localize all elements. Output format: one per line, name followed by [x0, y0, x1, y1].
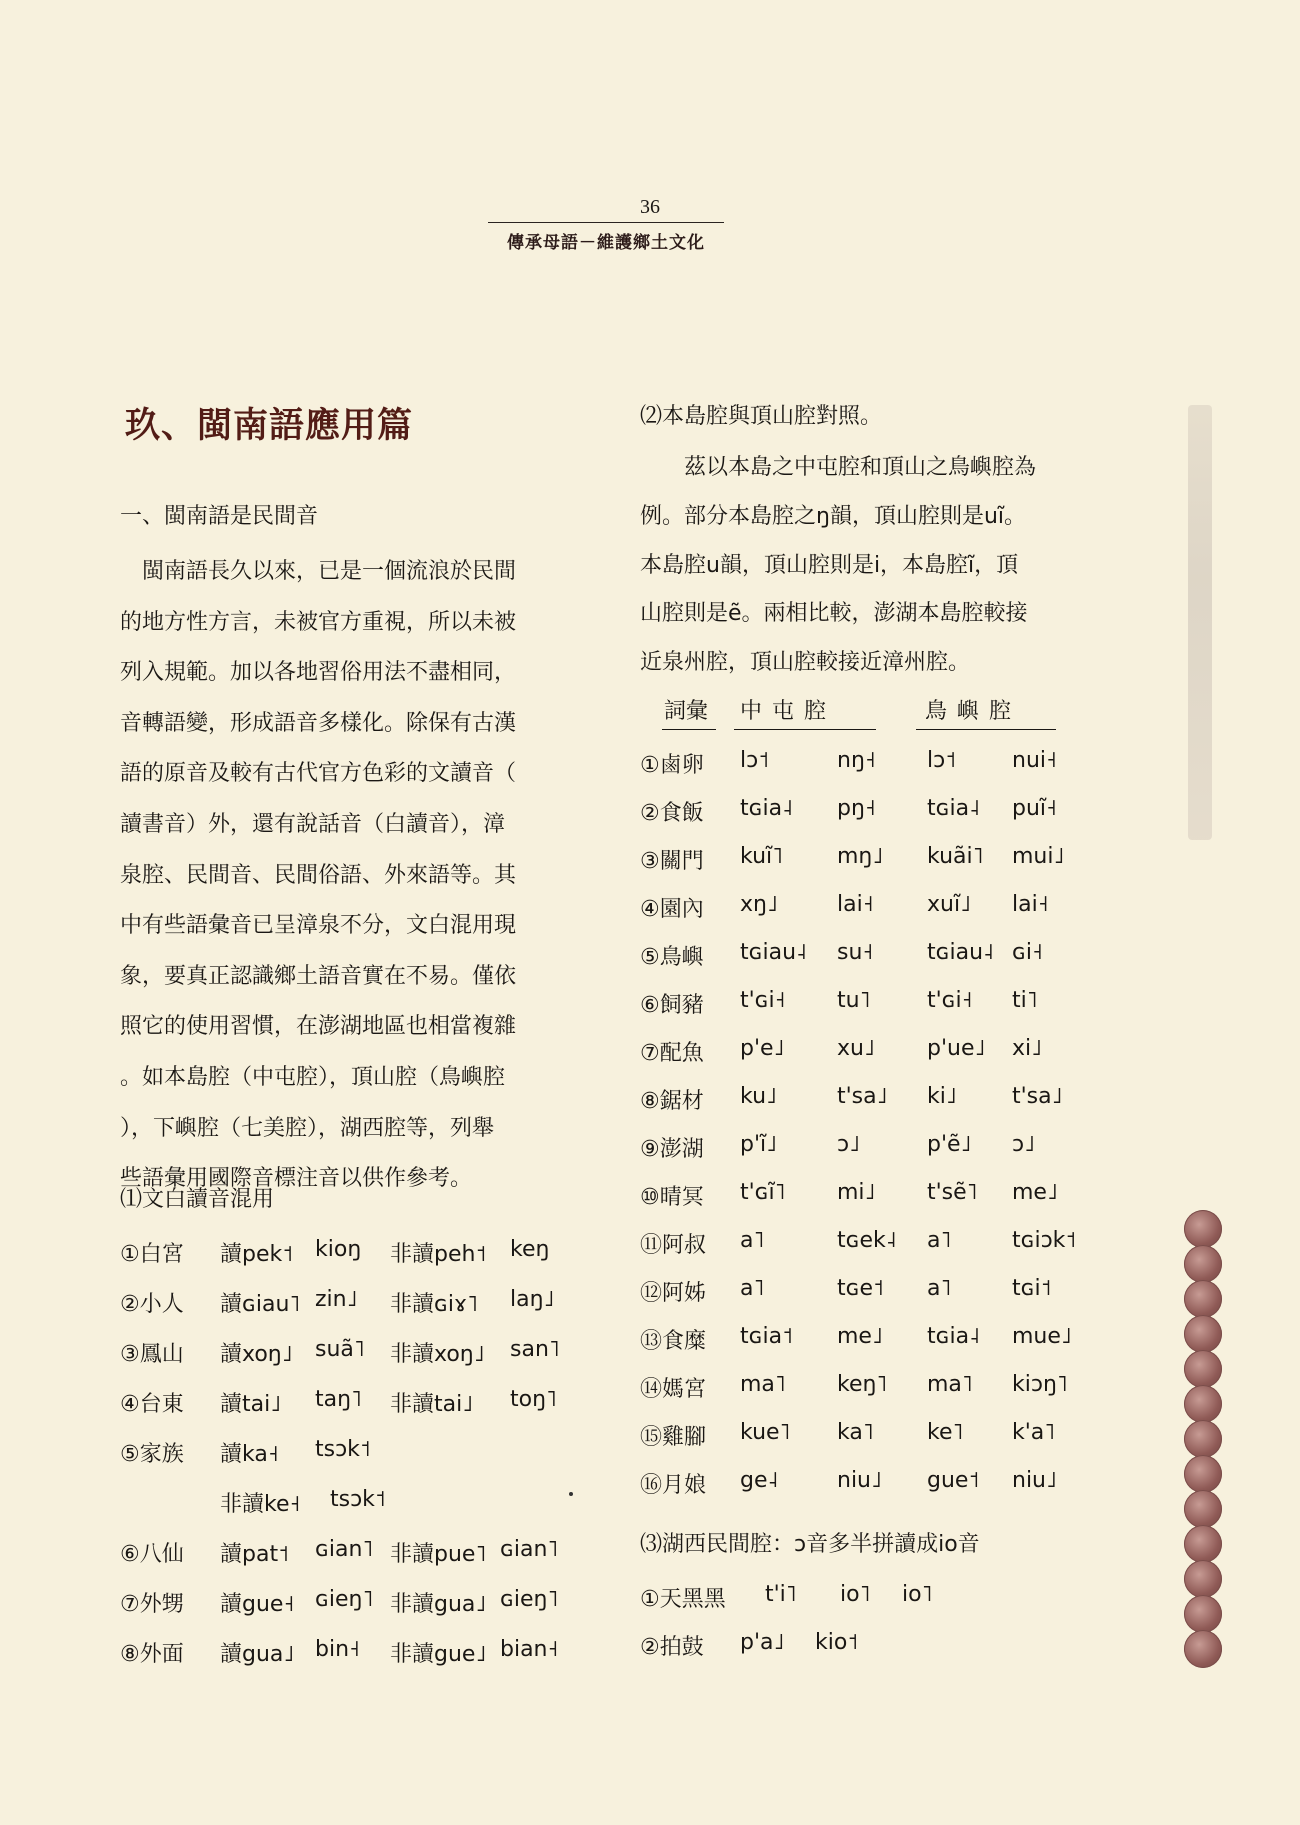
item-reading: san˥ — [510, 1337, 560, 1362]
medallion-ornament — [1184, 1560, 1222, 1598]
row-reading: tɢia˨ — [740, 796, 793, 821]
row-reading: t'sa˩ — [837, 1084, 888, 1109]
row-word: ⑨澎湖 — [640, 1137, 704, 1162]
item-word: ⑥八仙 — [120, 1542, 184, 1567]
medallion-ornament — [1184, 1210, 1222, 1248]
row-reading: ɔ˩ — [837, 1132, 860, 1157]
table-row — [640, 1372, 1080, 1404]
row-reading: tɢiau˨ — [740, 940, 807, 965]
row-reading: mi˩ — [837, 1180, 876, 1205]
row-word: ⑯月娘 — [640, 1473, 707, 1498]
row-reading: ku˩ — [740, 1084, 777, 1109]
paragraph-line: 中有些語彙音已呈漳泉不分，文白混用現 — [120, 913, 517, 939]
row-word: ⑦配魚 — [640, 1041, 704, 1066]
item-reading: suã˥ — [315, 1337, 365, 1362]
medallion-ornament — [1184, 1630, 1222, 1668]
list-item — [120, 1587, 580, 1619]
row-reading: mŋ˩ — [837, 844, 884, 869]
section-heading: 一、閩南語是民間音 — [120, 504, 319, 529]
row-reading: k'a˥ — [1012, 1420, 1056, 1445]
row-reading: lai˧ — [1012, 892, 1049, 917]
row-word: ①鹵卵 — [640, 753, 704, 778]
medallion-ornament — [1184, 1525, 1222, 1563]
table-row — [640, 796, 1080, 828]
item-reading: zin˩ — [315, 1287, 358, 1312]
paragraph-line: 象，要真正認識鄉土語音實在不易。僅依 — [120, 963, 517, 989]
paragraph-line: 例。部分本島腔之ŋ韻，頂山腔則是uĩ。 — [640, 503, 1027, 529]
table-row — [640, 1324, 1080, 1356]
item-reading: t'i˥ — [765, 1582, 797, 1607]
row-reading: kiɔŋ˥ — [1012, 1372, 1068, 1397]
paragraph-line: 列入規範。加以各地習俗用法不盡相同， — [120, 660, 517, 686]
left-paragraph — [120, 547, 560, 1205]
item-word: ⑤家族 — [120, 1442, 184, 1467]
item-reading: 非讀gue˩ — [390, 1642, 487, 1667]
list-item — [120, 1287, 580, 1319]
row-word: ④園內 — [640, 897, 704, 922]
row-reading: tɢiɔk˦ — [1012, 1228, 1077, 1253]
row-reading: ge˨ — [740, 1468, 779, 1493]
item-reading: 讀gua˩ — [220, 1642, 295, 1667]
medallion-ornament — [1184, 1350, 1222, 1388]
item-word: ①天黑黑 — [640, 1587, 726, 1612]
item-reading: 讀pat˦ — [220, 1542, 289, 1567]
row-reading: t'ɢĩ˥ — [740, 1180, 786, 1205]
table-row — [640, 1084, 1080, 1116]
row-word: ⑫阿姊 — [640, 1281, 707, 1306]
item-reading: ɢieŋ˥ — [315, 1587, 374, 1612]
row-reading: ma˥ — [740, 1372, 786, 1397]
paragraph-line: 山腔則是ẽ。兩相比較，澎湖本島腔較接 — [640, 601, 1028, 627]
row-reading: a˥ — [740, 1228, 765, 1253]
row-reading: niu˩ — [837, 1468, 882, 1493]
paragraph-line: 照它的使用習慣，在澎湖地區也相當複雜 — [120, 1014, 517, 1040]
row-word: ⑪阿叔 — [640, 1233, 707, 1258]
item-reading: keŋ — [510, 1237, 550, 1262]
item-reading: ɢieŋ˥ — [500, 1587, 559, 1612]
row-reading: me˩ — [837, 1324, 883, 1349]
item-reading: tsɔk˦ — [315, 1437, 371, 1462]
list-item — [120, 1537, 580, 1569]
list-item — [120, 1487, 580, 1519]
row-reading: t'sẽ˥ — [927, 1180, 978, 1205]
row-reading: p'ue˩ — [927, 1036, 986, 1061]
item-reading: 讀pek˦ — [220, 1242, 294, 1267]
row-word: ⑬食糜 — [640, 1329, 707, 1354]
row-word: ⑮雞腳 — [640, 1425, 707, 1450]
paragraph-line: 音轉語變，形成語音多樣化。除保有古漢 — [120, 710, 517, 736]
table-row — [640, 1468, 1080, 1500]
item-reading: 非讀xoŋ˩ — [390, 1342, 485, 1367]
item-reading: 讀tai˩ — [220, 1392, 282, 1417]
row-reading: gue˦ — [927, 1468, 980, 1493]
row-reading: xu˩ — [837, 1036, 875, 1061]
row-reading: kue˥ — [740, 1420, 791, 1445]
paragraph-line: 些語彙用國際音標注音以供作參考。 — [120, 1166, 473, 1192]
row-reading: tɢi˦ — [1012, 1276, 1052, 1301]
row-reading: xŋ˩ — [740, 892, 778, 917]
list-item — [120, 1337, 580, 1369]
row-reading: a˥ — [927, 1276, 952, 1301]
stray-dot — [569, 1492, 573, 1496]
item-reading: 讀xoŋ˩ — [220, 1342, 293, 1367]
header-rule — [488, 222, 724, 223]
table-row — [640, 988, 1080, 1020]
item-word: ②小人 — [120, 1292, 184, 1317]
row-word: ⑤鳥嶼 — [640, 945, 704, 970]
table-row — [640, 1132, 1080, 1164]
row-reading: kuãi˥ — [927, 844, 984, 869]
row-reading: t'ɢi˧ — [740, 988, 786, 1013]
row-reading: a˥ — [740, 1276, 765, 1301]
row-reading: nui˧ — [1012, 748, 1057, 773]
medallion-ornament — [1184, 1420, 1222, 1458]
item-reading: bin˧ — [315, 1637, 360, 1662]
row-reading: tu˥ — [837, 988, 871, 1013]
item-word: ⑦外甥 — [120, 1592, 184, 1617]
table-row — [640, 940, 1080, 972]
item-word: ③鳳山 — [120, 1342, 184, 1367]
item-reading: 讀gue˧ — [220, 1592, 295, 1617]
paragraph-line: 泉腔、民間音、民間俗語、外來語等。其 — [120, 862, 517, 888]
list-item — [120, 1437, 580, 1469]
item-reading: tsɔk˦ — [330, 1487, 386, 1512]
header-underline — [734, 729, 876, 730]
item-reading: ɢian˥ — [500, 1537, 559, 1562]
table-row — [640, 892, 1080, 924]
row-reading: t'sa˩ — [1012, 1084, 1063, 1109]
item-reading: 非讀ke˧ — [220, 1492, 301, 1517]
item-reading: kioŋ — [315, 1237, 362, 1262]
row-reading: lai˧ — [837, 892, 874, 917]
medallion-ornament — [1184, 1595, 1222, 1633]
row-word: ②食飯 — [640, 801, 704, 826]
row-reading: p'e˩ — [740, 1036, 785, 1061]
table-row — [640, 748, 1080, 780]
medallion-ornament — [1184, 1385, 1222, 1423]
right-paragraph — [640, 444, 1090, 688]
row-reading: ma˥ — [927, 1372, 973, 1397]
item-reading: 非讀tai˩ — [390, 1392, 474, 1417]
row-reading: xuĩ˩ — [927, 892, 971, 917]
table-header-vocab: 詞彙 — [664, 699, 709, 724]
header-underline — [662, 729, 716, 730]
paragraph-line: 閩南語長久以來，已是一個流浪於民間 — [120, 559, 517, 584]
row-reading: tɢek˨ — [837, 1228, 897, 1253]
item-reading: kio˦ — [815, 1630, 859, 1655]
subheading-comparison: ⑵本島腔與頂山腔對照。 — [640, 404, 883, 429]
table-row — [640, 1180, 1080, 1212]
row-reading: me˩ — [1012, 1180, 1058, 1205]
row-reading: ɔ˩ — [1012, 1132, 1035, 1157]
table-row — [640, 1036, 1080, 1068]
row-reading: mui˩ — [1012, 844, 1065, 869]
medallion-ornament — [1184, 1245, 1222, 1283]
item-reading: 讀ka˧ — [220, 1442, 279, 1467]
paragraph-line: ），下嶼腔（七美腔），湖西腔等，列舉 — [120, 1115, 495, 1141]
item-reading: 非讀ɢiɤ˥ — [390, 1292, 478, 1317]
paragraph-line: 。如本島腔（中屯腔），頂山腔（鳥嶼腔 — [120, 1064, 506, 1090]
row-reading: lɔ˦ — [927, 748, 957, 773]
medallion-ornament — [1184, 1455, 1222, 1493]
table-row — [640, 1420, 1080, 1452]
item-reading: taŋ˥ — [315, 1387, 362, 1412]
item-reading: 非讀pue˥ — [390, 1542, 487, 1567]
table-header-col2: 鳥嶼腔 — [925, 699, 1022, 724]
row-reading: xi˩ — [1012, 1036, 1042, 1061]
row-reading: ɢi˧ — [1012, 940, 1043, 965]
row-reading: su˧ — [837, 940, 874, 965]
row-reading: tɢia˨ — [927, 796, 980, 821]
chapter-title: 玖、閩南語應用篇 — [125, 405, 414, 446]
list-item — [120, 1237, 580, 1269]
header-title: 傳承母語－維護鄉土文化 — [507, 233, 705, 253]
row-word: ⑭媽宮 — [640, 1377, 707, 1402]
row-word: ③關門 — [640, 849, 704, 874]
paragraph-line: 讀書音）外，還有說話音（白讀音），漳 — [120, 811, 506, 837]
row-word: ⑩晴冥 — [640, 1185, 704, 1210]
row-reading: tɢia˨ — [927, 1324, 980, 1349]
item-word: ①白宮 — [120, 1242, 184, 1267]
item-word: ⑧外面 — [120, 1642, 184, 1667]
row-reading: ka˥ — [837, 1420, 874, 1445]
page-number: 36 — [640, 196, 660, 218]
item-reading: io˥ — [840, 1582, 871, 1607]
row-reading: ke˥ — [927, 1420, 964, 1445]
paragraph-line: 本島腔u韻，頂山腔則是i，本島腔ĩ，頂 — [640, 552, 1019, 578]
table-row — [640, 1228, 1080, 1260]
row-reading: mue˩ — [1012, 1324, 1072, 1349]
list-item — [120, 1387, 580, 1419]
row-reading: t'ɢi˧ — [927, 988, 973, 1013]
row-reading: p'ĩ˩ — [740, 1132, 777, 1157]
row-reading: puĩ˧ — [1012, 796, 1057, 821]
medallion-ornament — [1184, 1490, 1222, 1528]
subheading-literary-colloquial: ⑴文白讀音混用 — [120, 1187, 275, 1212]
item-reading: laŋ˩ — [510, 1287, 555, 1312]
item-word: ④台東 — [120, 1392, 184, 1417]
paragraph-line: 近泉州腔，頂山腔較接近漳州腔。 — [640, 650, 971, 676]
row-reading: nŋ˧ — [837, 748, 876, 773]
row-reading: kuĩ˥ — [740, 844, 783, 869]
row-reading: a˥ — [927, 1228, 952, 1253]
row-reading: lɔ˦ — [740, 748, 770, 773]
row-reading: niu˩ — [1012, 1468, 1057, 1493]
item-reading: 非讀peh˦ — [390, 1242, 487, 1267]
row-reading: ki˩ — [927, 1084, 957, 1109]
item-reading: bian˧ — [500, 1637, 559, 1662]
paragraph-line: 的地方性方言，未被官方重視，所以未被 — [120, 609, 517, 635]
list-item — [120, 1637, 580, 1669]
subheading-huxi: ⑶湖西民間腔：ɔ音多半拼讀成io音 — [640, 1532, 980, 1557]
row-reading: p'ẽ˩ — [927, 1132, 972, 1157]
margin-bleed-strip — [1188, 405, 1212, 840]
medallion-ornament — [1184, 1315, 1222, 1353]
item-reading: toŋ˥ — [510, 1387, 557, 1412]
row-word: ⑥飼豬 — [640, 993, 704, 1018]
row-reading: tɢia˦ — [740, 1324, 793, 1349]
row-reading: tɢe˦ — [837, 1276, 884, 1301]
table-row — [640, 844, 1080, 876]
medallion-ornament — [1184, 1280, 1222, 1318]
row-reading: keŋ˥ — [837, 1372, 888, 1397]
item-reading: io˥ — [902, 1582, 933, 1607]
list-item — [640, 1582, 1080, 1614]
item-reading: 讀ɢiau˥ — [220, 1292, 301, 1317]
row-word: ⑧鋸材 — [640, 1089, 704, 1114]
paragraph-line: 語的原音及較有古代官方色彩的文讀音（ — [120, 761, 517, 787]
item-reading: p'a˩ — [740, 1630, 785, 1655]
item-reading: ɢian˥ — [315, 1537, 374, 1562]
header-underline — [916, 729, 1056, 730]
table-row — [640, 1276, 1080, 1308]
paragraph-line: 茲以本島之中屯腔和頂山之鳥嶼腔為 — [640, 455, 1037, 480]
item-word: ②拍鼓 — [640, 1635, 704, 1660]
list-item — [640, 1630, 1080, 1662]
item-reading: 非讀gua˩ — [390, 1592, 487, 1617]
row-reading: pŋ˧ — [837, 796, 876, 821]
table-header-col1: 中屯腔 — [740, 699, 837, 724]
row-reading: ti˥ — [1012, 988, 1038, 1013]
row-reading: tɢiau˨ — [927, 940, 994, 965]
